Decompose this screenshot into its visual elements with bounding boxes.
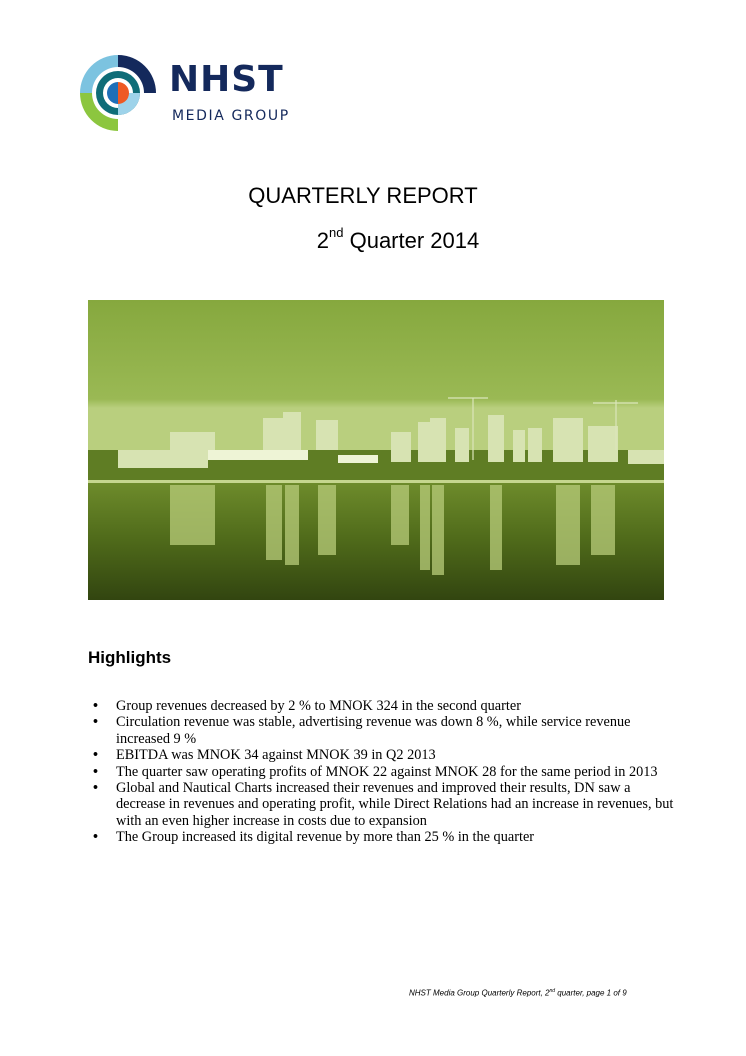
footer-sup: nd	[549, 988, 556, 994]
cover-image	[88, 300, 664, 600]
list-item: • The quarter saw operating profits of MNOK 22 against MNOK 28 for the same period in 2013	[88, 764, 678, 780]
quarter-number: 2	[316, 228, 330, 253]
logo-name: NHST	[169, 59, 284, 100]
highlights-list	[88, 698, 678, 846]
footer-suffix: quarter, page 1 of 9	[555, 988, 627, 998]
list-item: • The Group increased its digital revenue by more than 25 % in the quarter	[88, 829, 678, 845]
nhst-logo-icon	[78, 53, 158, 133]
list-item: • Group revenues decreased by 2 % to MNOK 324 in the second quarter	[88, 698, 678, 714]
quarter-text: Quarter 2014	[343, 228, 480, 253]
report-quarter	[25, 225, 746, 254]
quarter-suffix: nd	[329, 225, 344, 240]
list-item: • Global and Nautical Charts increased their revenues and improved their results, DN saw a decrease in revenues and operating profit, while Direct Relations had an increase in revenues, but with an even higher increase in costs due to expansion	[88, 780, 678, 829]
footer-prefix: NHST Media Group Quarterly Report, 2	[409, 988, 550, 998]
highlights-heading: Highlights	[88, 648, 172, 667]
list-item: • EBITDA was MNOK 34 against MNOK 39 in Q2 2013	[88, 747, 678, 763]
page-footer	[409, 988, 627, 998]
report-title: QUARTERLY REPORT	[248, 183, 478, 208]
logo-subtitle: MEDIA GROUP	[172, 108, 290, 124]
list-item: • Circulation revenue was stable, advertising revenue was down 8 %, while service revenue increased 9 %	[88, 714, 678, 747]
company-logo	[78, 53, 318, 133]
